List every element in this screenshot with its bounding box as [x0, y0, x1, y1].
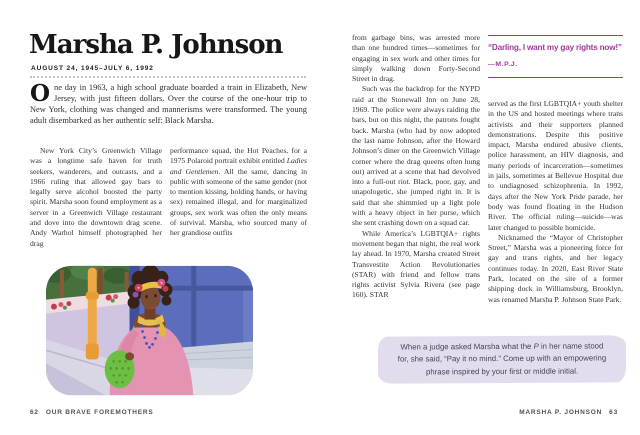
left-page-column-2 [170, 146, 307, 239]
body-paragraph: served as the first LGBTQIA+ youth shelter in the US and hosted meetings where trans activists and their supporters planned demonstrations. Despite this positive impact, Marsha endured abusive clients, police harassment, an HIV diagnosis, and many periods of incarceration—sometimes in jails, sometimes at Bellevue Hospital due to undiagnosed schizophrenia. In 1992, days after the New York Pride parade, her body was found floating in the Hudson River. The official ruling—suicide—was later changed to possible homicide. [488, 99, 623, 232]
book-title-italic: Ladies and Gentlemen [170, 156, 307, 176]
body-paragraph: Such was the backdrop for the NYPD raid at the Stonewall Inn on June 28, 1969. The police were always raiding the bars, but on this night, the patrons fought back. Marsha (who had by now adopted the last name Johnson, after the Howard Johnson’s diner on the Greenwich Village corner where the drag queens often hung out) arrived at a scene that had devolved into a full-out riot. Black, poor, gay, and unapologetic, she jumped right in. It is said that she shimmied up a light pole with a heavy object in her purse, which she sent crashing down on a squad car. [352, 84, 480, 228]
body-paragraph: New York City’s Greenwich Village was a longtime safe haven for truth seekers, wanderers, and outcasts, and a 1966 ruling that allowed gay bars to legally serve alcohol boosted the party spirit. Marsha soon found employment as a server in a Greenwich Village restaurant and dove into the downtown drag scene. Andy Warhol himself photographed her drag [30, 146, 162, 248]
callout-text-post: in her name stood for, she said, “Pay it no mind.” Come up with an empowering phrase inspired by your first or middle initial. [397, 341, 607, 377]
intro-text: ne day in 1963, a high school graduate boarded a train in Elizabeth, New Jersey, with just fifteen dollars. Over the course of the one-hour trip to New York, clothing was changed and mannerisms were transformed. The young adult disembarked as her authentic self: Black Marsha. [30, 83, 307, 125]
left-footer [30, 409, 154, 416]
right-footer [519, 409, 618, 416]
pull-quote-attribution: —M.P.J. [488, 61, 518, 68]
left-page-column-1 [30, 146, 162, 249]
page-number: 62 [30, 409, 39, 416]
body-text: performance squad, the Hot Peaches, for a 1975 Polaroid portrait exhibit entitled [170, 146, 307, 166]
body-paragraph: While America’s LGBTQIA+ rights movement began that night, the real work lay ahead. In 1970, Marsha created Street Transvestite Action Revolutionaries (STAR) with friend and fellow trans rights activist Sylvia Rivera (see page 160). STAR [352, 228, 480, 300]
page-number: 63 [609, 409, 618, 416]
drop-cap: O [30, 80, 51, 107]
chapter-title: MARSHA P. JOHNSON [519, 409, 603, 416]
right-page-column-2 [488, 99, 623, 305]
pull-quote [488, 35, 623, 78]
body-text: . All the same, dancing in public with someone of the same gender (not to mention kissing, holding hands, or having sex) remained illegal, and for marginalized groups, sex work was often the only means of survival. Marsha, who sourced many of her grandiose outfits [170, 166, 307, 238]
callout-initial-italic: P [533, 341, 539, 351]
marsha-street-illustration [46, 265, 253, 396]
page-title: Marsha P. Johnson [29, 30, 283, 60]
book-title: OUR BRAVE FOREMOTHERS [45, 409, 154, 416]
intro-paragraph [30, 82, 307, 126]
callout-text [378, 340, 626, 379]
right-page-column-1 [352, 33, 480, 301]
body-paragraph: Nicknamed the “Mayor of Christopher Street,” Marsha was a pioneering force for gay and trans rights, and her legacy continues today. In 2020, East River State Park, located on the site of a former shipping dock in Williamsburg, Brooklyn, was renamed Marsha P. Johnson State Park. [488, 232, 623, 304]
right-page [320, 0, 640, 435]
body-paragraph: from garbage bins, was arrested more than one hundred times—sometimes for engaging in sex work and other times for simply walking down Forty-Second Street in drag. [352, 33, 480, 84]
activity-callout [378, 335, 626, 383]
body-paragraph [170, 146, 307, 239]
lifespan-dates: AUGUST 24, 1945–JULY 6, 1992 [31, 65, 154, 72]
dotted-divider [30, 76, 306, 78]
callout-text-pre: When a judge asked Marsha what the [400, 341, 534, 352]
pull-quote-text: “Darling, I want my gay rights now!” [488, 43, 622, 52]
